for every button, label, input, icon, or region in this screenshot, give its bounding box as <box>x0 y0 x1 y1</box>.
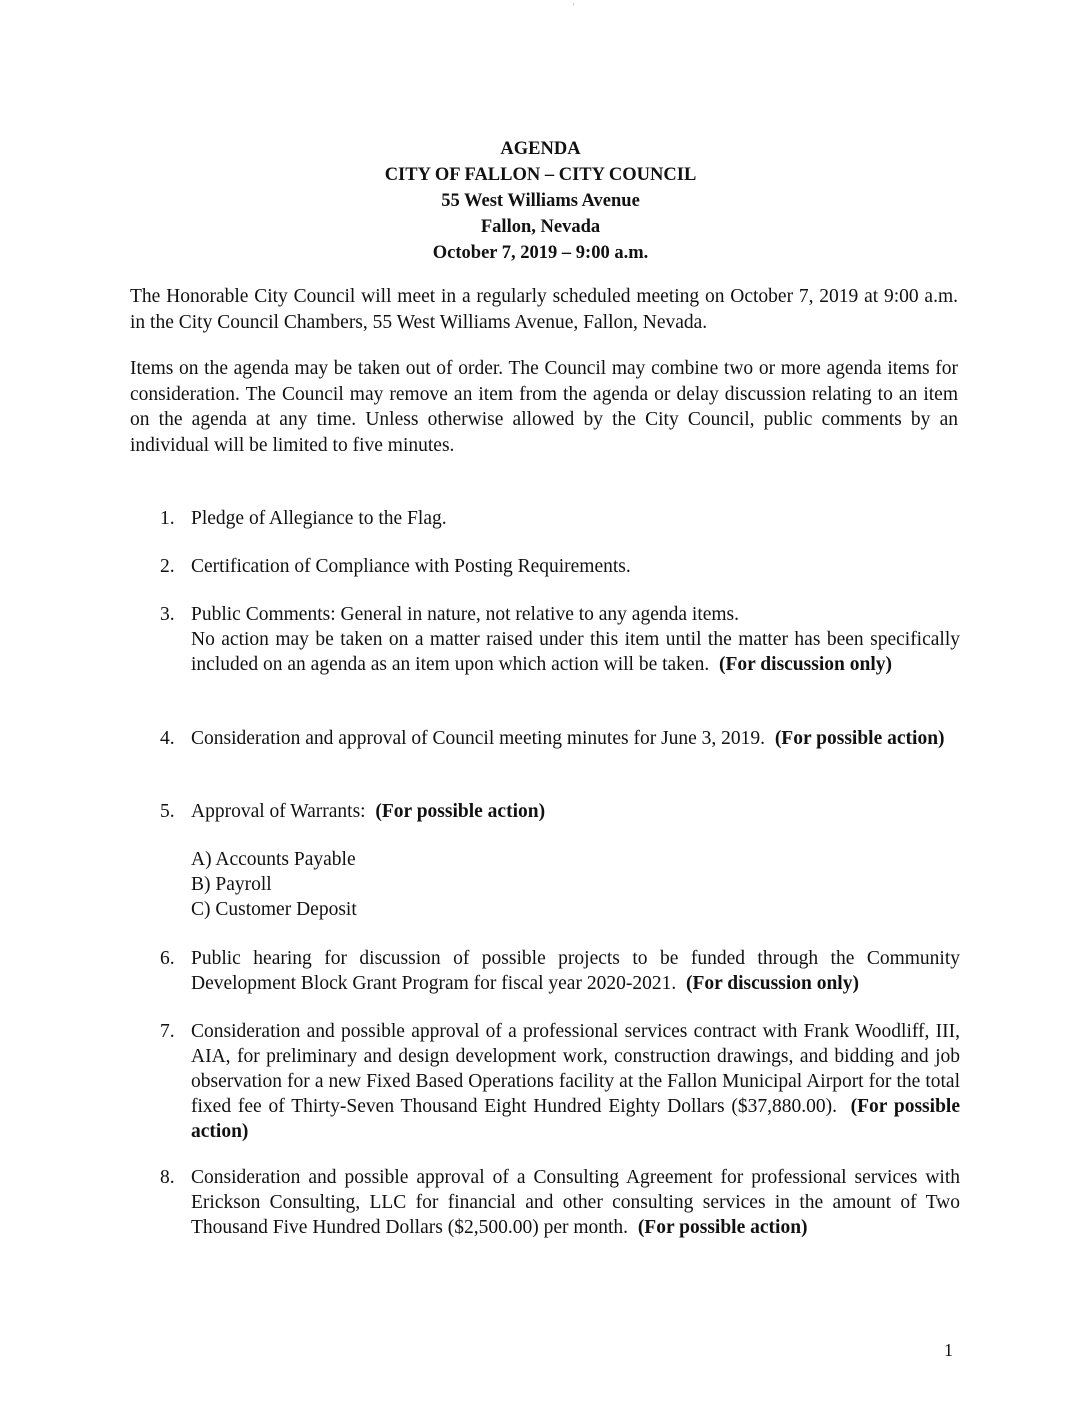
agenda-item-7 <box>160 1019 960 1144</box>
intro-paragraph-2: Items on the agenda may be taken out of order. The Council may combine two or more agenda items for consideration. The Council may remove an item from the agenda or delay discussion relating to an item on the agenda at any time. Unless otherwise allowed by the City Council, public comments by an individual will be limited to five minutes. <box>130 358 958 456</box>
agenda-item-2 <box>160 554 960 579</box>
agenda-item-5 <box>160 799 960 824</box>
item-number: 5. <box>160 801 175 822</box>
header-date: October 7, 2019 – 9:00 a.m. <box>432 243 649 263</box>
item-action: (For discussion only) <box>685 973 859 994</box>
item-text: Consideration and possible approval of a Consulting Agreement for professional services with Erickson Consulting, LLC for financial and other consulting services in the amount of Two Thousand Five Hundred Dollars ($2,500.00) per month. <box>191 1167 960 1238</box>
item-action: (For possible action) <box>375 801 546 822</box>
page-number: 1 <box>944 1340 953 1360</box>
warrant-item-payroll: B) Payroll <box>191 874 272 895</box>
agenda-item-6 <box>160 946 960 996</box>
intro-paragraph-1: The Honorable City Council will meet in a regularly scheduled meeting on October 7, 2019 at 9:00 a.m. in the City Council Chambers, 55 West Williams Avenue, Fallon, Nevada. <box>130 286 958 333</box>
item-text: Consideration and possible approval of a professional services contract with Frank Woodliff, III, AIA, for preliminary and design development work, construction drawings, and bidding and job observation for a new Fixed Based Operations facility at the Fallon Municipal Airport for the total fixed fee of Thirty-Seven Thousand Eight Hundred Eighty Dollars ($37,880.00). <box>191 1021 960 1117</box>
warrant-list <box>191 847 357 922</box>
item-text: Public hearing for discussion of possible projects to be funded through the Community Development Block Grant Program for fiscal year 2020-2021. <box>191 948 960 994</box>
header-address: 55 West Williams Avenue <box>441 191 640 211</box>
item-text: Consideration and approval of Council meeting minutes for June 3, 2019. <box>191 728 766 749</box>
item-text: Approval of Warrants: <box>191 801 366 822</box>
agenda-item-3 <box>160 602 960 677</box>
item-number: 4. <box>160 728 175 749</box>
item-text-detail: No action may be taken on a matter raised under this item until the matter has been specifically included on an agenda as an item upon which action will be taken. <box>191 629 960 675</box>
item-number: 1. <box>160 508 175 529</box>
agenda-item-4 <box>160 726 960 751</box>
item-text: Pledge of Allegiance to the Flag. <box>191 508 447 529</box>
item-text: Public Comments: General in nature, not relative to any agenda items. <box>191 604 740 625</box>
agenda-item-1 <box>160 506 960 531</box>
item-number: 8. <box>160 1167 175 1188</box>
item-action: (For possible action) <box>637 1217 808 1238</box>
header-body: CITY OF FALLON – CITY COUNCIL <box>384 165 697 185</box>
warrant-item-customer-deposit: C) Customer Deposit <box>191 899 357 920</box>
item-action: (For discussion only) <box>718 654 892 675</box>
item-number: 3. <box>160 604 175 625</box>
agenda-header <box>0 136 1081 266</box>
scan-mark: ' <box>573 2 575 11</box>
header-city: Fallon, Nevada <box>480 217 601 237</box>
header-title: AGENDA <box>500 139 581 159</box>
agenda-item-8 <box>160 1165 960 1240</box>
item-text: Certification of Compliance with Posting Requirements. <box>191 556 631 577</box>
warrant-item-accounts-payable: A) Accounts Payable <box>191 849 356 870</box>
item-number: 7. <box>160 1021 175 1042</box>
item-action: (For possible action) <box>774 728 945 749</box>
item-number: 2. <box>160 556 175 577</box>
item-number: 6. <box>160 948 175 969</box>
item-action: (For possible action) <box>191 1096 960 1142</box>
